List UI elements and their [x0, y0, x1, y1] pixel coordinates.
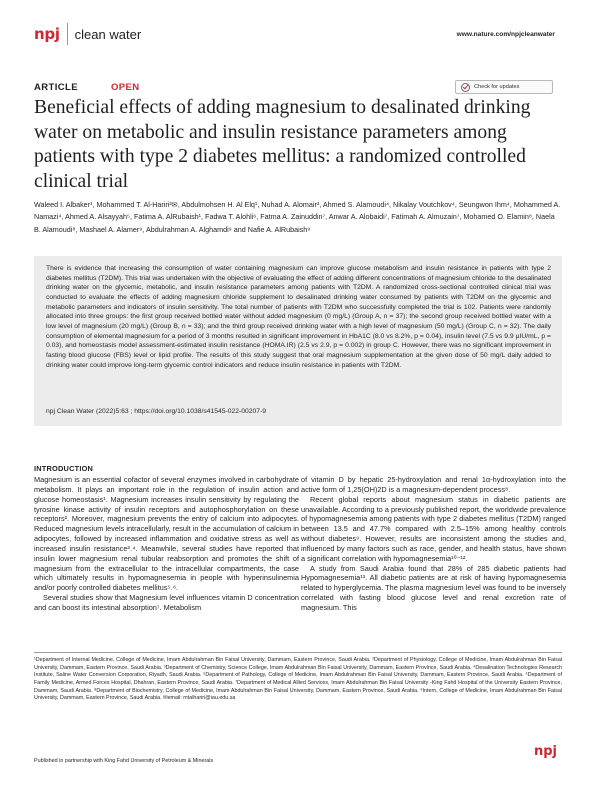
article-type: ARTICLE [34, 82, 78, 93]
open-access-label: OPEN [110, 82, 140, 93]
body-paragraph: Several studies show that Magnesium level influences vitamin D concentration and can boost its intestinal absorption⁷. Metabolism [34, 593, 299, 612]
section-heading: INTRODUCTION [34, 464, 94, 473]
check-for-updates-icon [461, 83, 470, 92]
body-paragraph: A study from Saudi Arabia found that 28% of 285 diabetic patients had Hypomagnesemia¹³. All diabetic patients are at risk of having hypomagnesemia related to hyperglycemia. The plasma magnesium level was found to be inversely correlated with fasting blood glucose level and renal excretion rate of magnesium. This [301, 563, 566, 612]
abstract-text: There is evidence that increasing the consumption of water containing magnesium can improve glucose metabolism and insulin resistance in patients with type 2 diabetes mellitus (T2DM). This trial was undertaken with the objective of evaluating the effect of adding different concentrations of magnesium chloride to the desalinated drinking water on the glycemic, metabolic, and insulin resistance parameters among patients with T2DM. A randomized cross-sectional controlled clinical trial was conducted to evaluate the effects of adding magnesium chloride supplement to desalinated drinking water consumed by patients with T2DM on the glycemic and metabolic parameters and indicators of insulin sensitivity. The total number of patients with T2DM who successfully completed the trial is 102. Patients were randomly allocated into three groups: the first group received bottled water without added magnesium (0 mg/L) (Group A, n = 37); the second group received bottled water with a low level of magnesium (20 mg/L) (Group B, n = 33); and the third group received drinking water with a high level of magnesium (50 mg/L) (Group C, n = 32). The daily consumption of elemental magnesium for a period of 3 months resulted in significant improvement in HbA1C (8.0 vs 8.2%, p = 0.04), insulin level (7.5 vs 9.9 µIU/mL, p = 0.03), and homeostasis model assessment-estimated insulin resistance (HOMA.IR) (2.5 vs 2.9, p = 0.002) in group C. However, there was no significant improvement in fasting blood glucose (FBS) level or lipid profile. The results of this study suggest that oral magnesium supplementation at the given dose of 50 mg/L daily added to drinking water could improve long-term glycemic control indicators and reduce insulin resistance in patients with T2DM. [46, 265, 551, 369]
journal-url[interactable]: www.nature.com/npjcleanwater [456, 31, 555, 38]
article-title: Beneficial effects of adding magnesium to desalinated drinking water on metabolic and insulin resistance parameters among patients with type 2 diabetes mellitus: a randomized controlled clinical trial [34, 97, 531, 192]
journal-brand[interactable] [34, 22, 141, 46]
authors-text: Waleed I. Albaker¹, Mohammed T. Al-Hariri²✉, Abdulmohsen H. Al Elq¹, Nuhad A. Alomair³, Ahmed S. Alamoudi⁴, Nikalay Voutchkov⁴, Seungwon Ihm⁴, Mohammed A. Namazi⁴, Ahmed A. Alsayyah⁵, Fatima A. AlRubaish¹, Fadwa T. Alohli⁶, Fatma A. Zainuddin⁷, Anwar A. Alobaidi⁷, Fatimah A. Almuzain⁷, Mohamed O. Elamin⁸, Naela B. Alamoudi⁸, Mashael A. Alamer⁹, Abdulrahman A. Alghamdi⁹ and Nafie A. AlRubaish⁹ [34, 200, 561, 234]
article-type-row [34, 82, 140, 93]
publisher-partnership: Published in partnership with King Fahd University of Petroleum & Minerals [34, 758, 214, 764]
body-paragraph: of vitamin D by hepatic 25-hydroxylation and renal 1α-hydroxylation into the active form of 1,25(OH)2D is a magnesium-dependent process⁸. [301, 475, 566, 494]
body-paragraph: Recent global reports about magnesium status in diabetic patients are unavailable. According to a previously published report, the worldwide prevalence of hypomagnesemia among patients with type 2 diabetes mellitus (T2DM) ranged between 13.5 and 47.7% compared with 2.5–15% among healthy controls without diabetes⁹. However, results are inconsistent among the studies and, influenced by many factors such as race, gender, and health status, have shown a significant correlation with hypomagnesemia¹⁰⁻¹². [301, 494, 566, 563]
check-for-updates-button[interactable] [455, 80, 553, 94]
footnote-divider [34, 652, 562, 653]
body-column-left [34, 475, 299, 613]
body-column-right [301, 475, 566, 613]
npj-logo: npj [34, 25, 60, 43]
check-for-updates-label: Check for updates [474, 84, 520, 90]
citation-line[interactable]: npj Clean Water (2022)5:63 ; https://doi.org/10.1038/s41545-022-00207-9 [46, 408, 267, 415]
affiliations: ¹Department of Internal Medicine, College of Medicine, Imam Abdulrahman Bin Faisal University, Dammam, Eastern Province, Saudi Arabia. ²Department of Physiology, College of Medicine, Imam Abdulrahman Bin Faisal University, Dammam, Eastern Province, Saudi Arabia. ³Department of Chemistry, Science College, Imam Abdulrahman Bin Faisal University, Dammam, Eastern Province, Saudi Arabia. ⁴Desalination Technologies Research Institute, Saline Water Conversion Corporation, Riyadh, Saudi Arabia. ⁵Department of Pathology, College of Medicine, Imam Abdulrahman Bin Faisal University, Dammam, Eastern Province, Saudi Arabia. ⁶Department of Family Medicine, Armed Forces Hospital, Dhahran, Eastern Province, Saudi Arabia. ⁷Department of Medical Allied Services, Imam Abdulrahman Bin Faisal University -King Fahd Hospital of the University Eastern Province, Dammam, Saudi Arabia. ⁸Department of Biochemistry, College of Medicine, Imam Abdulrahman Bin Faisal University, Dammam, Eastern Province, Saudi Arabia. ⁹Intern, College of Medicine, Imam Abdulrahman Bin Faisal University, Dammam, Eastern Province, Saudi Arabia. ✉email: mtalhariri@iau.edu.sa [34, 657, 562, 702]
author-list [34, 199, 562, 236]
body-paragraph: Magnesium is an essential cofactor of several enzymes involved in carbohydrate metabolism. It plays an important role in the regulation of insulin action and glucose homeostasis¹. Magnesium increases insulin sensitivity by regulating the tyrosine kinase activity of insulin receptors and autophosphorylation on these receptors². Moreover, magnesium prevents the entry of calcium into adipocytes. Reduced magnesium levels intracellularly, result in the accumulation of calcium in adipocytes, followed by increased inflammation and oxidative stress as well as increased insulin resistance³˒⁴. Meanwhile, several studies have reported that insulin lower magnesium renal tubular reabsorption and promotes the shift of magnesium from the extracellular to the intracellular compartments, the case which ultimately results in hypomagnesemia in people with hyperinsulinemia and/or poorly controlled diabetes mellitus⁵˒⁶. [34, 475, 299, 593]
footer-npj-logo: npj [533, 744, 557, 759]
journal-name: clean water [74, 26, 142, 42]
brand-divider [67, 23, 68, 45]
